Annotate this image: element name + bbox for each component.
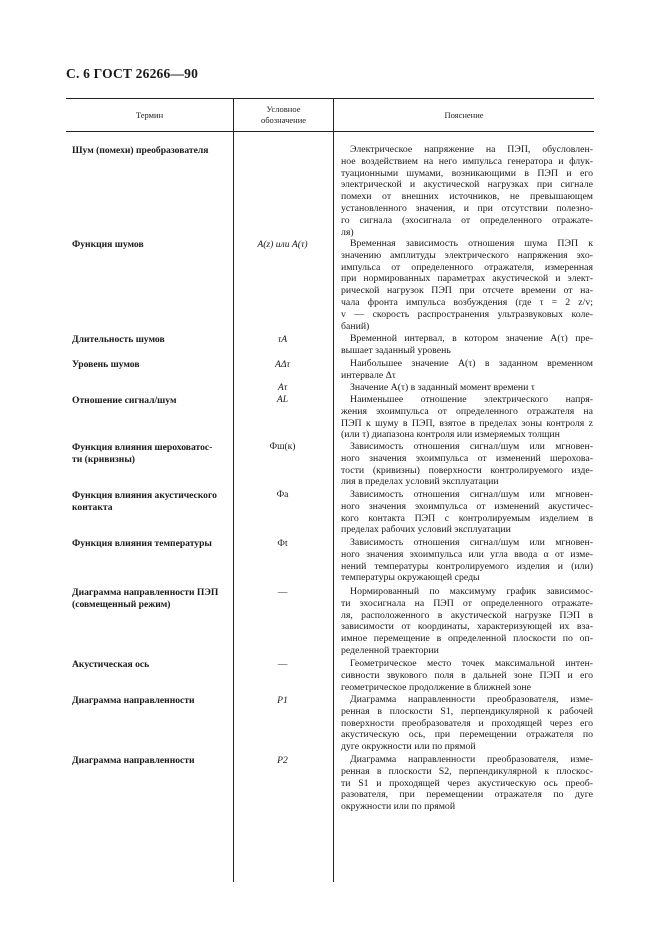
- symbol-directivity-pattern-p1: P1: [277, 695, 288, 706]
- explanation-line: Зависимость отношения сигнал/шум или мгновен-: [350, 489, 593, 500]
- symbol-temperature-function: Фt: [277, 538, 288, 549]
- explanation-line: нений температуры контролируемого изделия и (или): [341, 560, 593, 572]
- explanation-line: ного значения эхоимпульса от изменений шерохова-: [341, 452, 593, 464]
- symbol-acoustic-axis: —: [277, 659, 288, 670]
- column-header-explanation: Пояснение: [444, 110, 484, 120]
- explanation-noise-instant: [341, 382, 593, 394]
- explanation-line: ти S1 и проходящей через акустическую ось преоб-: [341, 777, 593, 789]
- explanation-line: лия в пределах условий эксплуатации: [341, 476, 499, 488]
- symbol-noise-duration: τA: [277, 334, 288, 345]
- explanation-line: значению амплитуды электрического напряжения эхо-: [341, 249, 593, 261]
- explanation-line: Зависимость отношения сигнал/шум или мгновен-: [350, 537, 593, 548]
- symbol-noise-level: AΔτ: [275, 359, 290, 370]
- explanation-line: ного значения эхоимпульса от изменений акустичес-: [341, 500, 593, 512]
- explanation-line: ля): [341, 226, 354, 238]
- explanation-line: ти эхосигнала на ПЭП от определенного отражате-: [341, 597, 593, 609]
- explanation-roughness-function: [341, 441, 593, 488]
- column-divider-2: [333, 98, 334, 882]
- explanation-line: зависимости от координаты, характеризующей их вза-: [341, 621, 593, 633]
- term-directivity-pattern-p2: Диаграмма направленности: [72, 755, 195, 766]
- explanation-line: ределенной траектории: [341, 644, 439, 656]
- explanation-temperature-function: [341, 537, 593, 584]
- explanation-line: ного значения эхоимпульса или угла ввода α от изме-: [341, 548, 593, 560]
- explanation-line: ПЭП к шуму в ПЭП, взятое в пределах зоны контроля z: [341, 417, 593, 429]
- explanation-line: поверхности преобразователя и проходящей через его: [341, 717, 593, 729]
- explanation-line: го сигнала (эхосигнала от определенного отражате-: [341, 214, 593, 226]
- symbol-directivity-pattern-p2: P2: [277, 755, 288, 766]
- explanation-line: чала фронта импульса возбуждения (где τ = 2 z/v;: [341, 296, 593, 308]
- explanation-line: дуге окружности или по прямой: [341, 741, 476, 753]
- symbol-signal-noise-ratio: AL: [276, 394, 289, 405]
- explanation-line: Временной интервал, в котором значение A(τ) пре-: [350, 333, 593, 344]
- explanation-line: Электрическое напряжение на ПЭП, обусловлен-: [350, 144, 593, 155]
- term-acoustic-contact-function: Функция влияния акустического контакта: [72, 490, 217, 513]
- symbol-noise-instant: Aτ: [277, 382, 288, 393]
- table-header-rule: [66, 131, 594, 132]
- symbol-roughness-function: Фш(к): [269, 441, 296, 452]
- explanation-line: тости (кривизны) поверхности контролируемого изде-: [341, 464, 593, 476]
- symbol-acoustic-contact-function: Фа: [276, 489, 289, 500]
- explanation-line: акустическую ось, при перемещении отражателя по: [341, 729, 593, 741]
- explanation-line: геометрическое продолжение в ближней зоне: [341, 681, 531, 693]
- explanation-line: кого контакта ПЭП с контролируемым изделием в: [341, 512, 593, 524]
- explanation-line: баний): [341, 320, 370, 332]
- term-temperature-function: Функция влияния температуры: [72, 538, 212, 549]
- explanation-line: Геометрическое место точек максимальной интен-: [350, 658, 593, 669]
- column-header-term: Термин: [135, 110, 164, 120]
- explanation-noise-duration: [341, 333, 593, 357]
- explanation-line: рической нагрузок ПЭП при отсчете времени от на-: [341, 285, 593, 297]
- explanation-line: ренная в плоскости S1, перпендикулярной к рабочей: [341, 705, 593, 717]
- explanation-line: (или τ) диапазона контроля или измеряемых толщин: [341, 429, 560, 441]
- explanation-noise-level: [341, 358, 593, 382]
- explanation-line: импульса от определенного отражателя, измеренная: [341, 261, 593, 273]
- explanation-line: установленного значения, и при отсутствии полезно-: [341, 202, 593, 214]
- explanation-line: жения эхоимпульса от определенного отражателя на: [341, 405, 593, 417]
- explanation-acoustic-contact-function: [341, 489, 593, 536]
- explanation-converter-noise: [341, 144, 593, 238]
- column-header-symbol: Условное обозначение: [260, 104, 307, 125]
- term-signal-noise-ratio: Отношение сигнал/шум: [72, 395, 177, 406]
- explanation-directivity-pattern-combined: [341, 586, 593, 657]
- term-directivity-pattern-combined: Диаграмма направленности ПЭП (совмещенный режим): [72, 587, 219, 610]
- explanation-line: сивности звукового поля в дальней зоне ПЭП и его: [341, 669, 593, 681]
- explanation-line: при нормированных параметрах акустической и элект-: [341, 273, 593, 285]
- explanation-line: имное перемещение в определенной плоскости по оп-: [341, 633, 593, 645]
- explanation-line: туационными шумами, возникающими в ПЭП и его: [341, 167, 593, 179]
- term-roughness-function: Функция влияния шероховатос- ти (кривизны): [72, 442, 213, 465]
- explanation-directivity-pattern-p1: [341, 694, 593, 753]
- explanation-line: окружности или по прямой: [341, 801, 456, 813]
- explanation-noise-function: [341, 238, 593, 332]
- term-converter-noise: Шум (помехи) преобразователя: [72, 145, 209, 156]
- explanation-line: Нормированный по максимуму график зависимос-: [350, 586, 593, 597]
- explanation-acoustic-axis: [341, 658, 593, 693]
- explanation-line: разователя, при перемещении отражателя по дуге: [341, 789, 593, 801]
- explanation-line: помехи от внешних источников, не превышающем: [341, 191, 593, 203]
- explanation-line: электрической и акустической нагрузках при сигнале: [341, 179, 593, 191]
- explanation-line: ренная в плоскости S2, перпендикулярной к плоскос-: [341, 765, 593, 777]
- explanation-line: v — скорость распространения ультразвуковых коле-: [341, 308, 593, 320]
- explanation-line: Значение A(τ) в заданный момент времени τ: [350, 382, 535, 393]
- term-noise-duration: Длительность шумов: [72, 334, 165, 345]
- explanation-directivity-pattern-p2: [341, 754, 593, 813]
- explanation-line: Наибольшее значение A(τ) в заданном временном: [350, 358, 593, 369]
- explanation-line: ное воздействием на него импульса генератора и флук-: [341, 155, 593, 167]
- explanation-line: пределах рабочих условий эксплуатации: [341, 524, 511, 536]
- explanation-line: вышает заданный уровень: [341, 344, 451, 356]
- term-noise-level: Уровень шумов: [72, 359, 140, 370]
- explanation-line: Зависимость отношения сигнал/шум или мгновен-: [350, 441, 593, 452]
- explanation-line: Диаграмма направленности преобразователя, изме-: [350, 754, 593, 765]
- explanation-line: Наименьшее отношение электрического напря-: [350, 394, 593, 405]
- term-directivity-pattern-p1: Диаграмма направленности: [72, 695, 195, 706]
- explanation-signal-noise-ratio: [341, 394, 593, 441]
- page-header: С. 6 ГОСТ 26266—90: [66, 66, 199, 81]
- table-top-rule: [66, 98, 594, 99]
- term-acoustic-axis: Акустическая ось: [72, 659, 150, 670]
- symbol-directivity-pattern-combined: —: [277, 587, 288, 598]
- explanation-line: ля, расположенного в акустической нагрузке ПЭП в: [341, 609, 593, 621]
- term-noise-function: Функция шумов: [72, 239, 144, 250]
- explanation-line: Временная зависимость отношения шума ПЭП к: [350, 238, 593, 249]
- explanation-line: температуры окружающей среды: [341, 572, 480, 584]
- explanation-line: Диаграмма направленности преобразователя, изме-: [350, 694, 593, 705]
- explanation-line: интервале Δτ: [341, 369, 396, 381]
- symbol-noise-function: A(z) или A(τ): [257, 239, 308, 250]
